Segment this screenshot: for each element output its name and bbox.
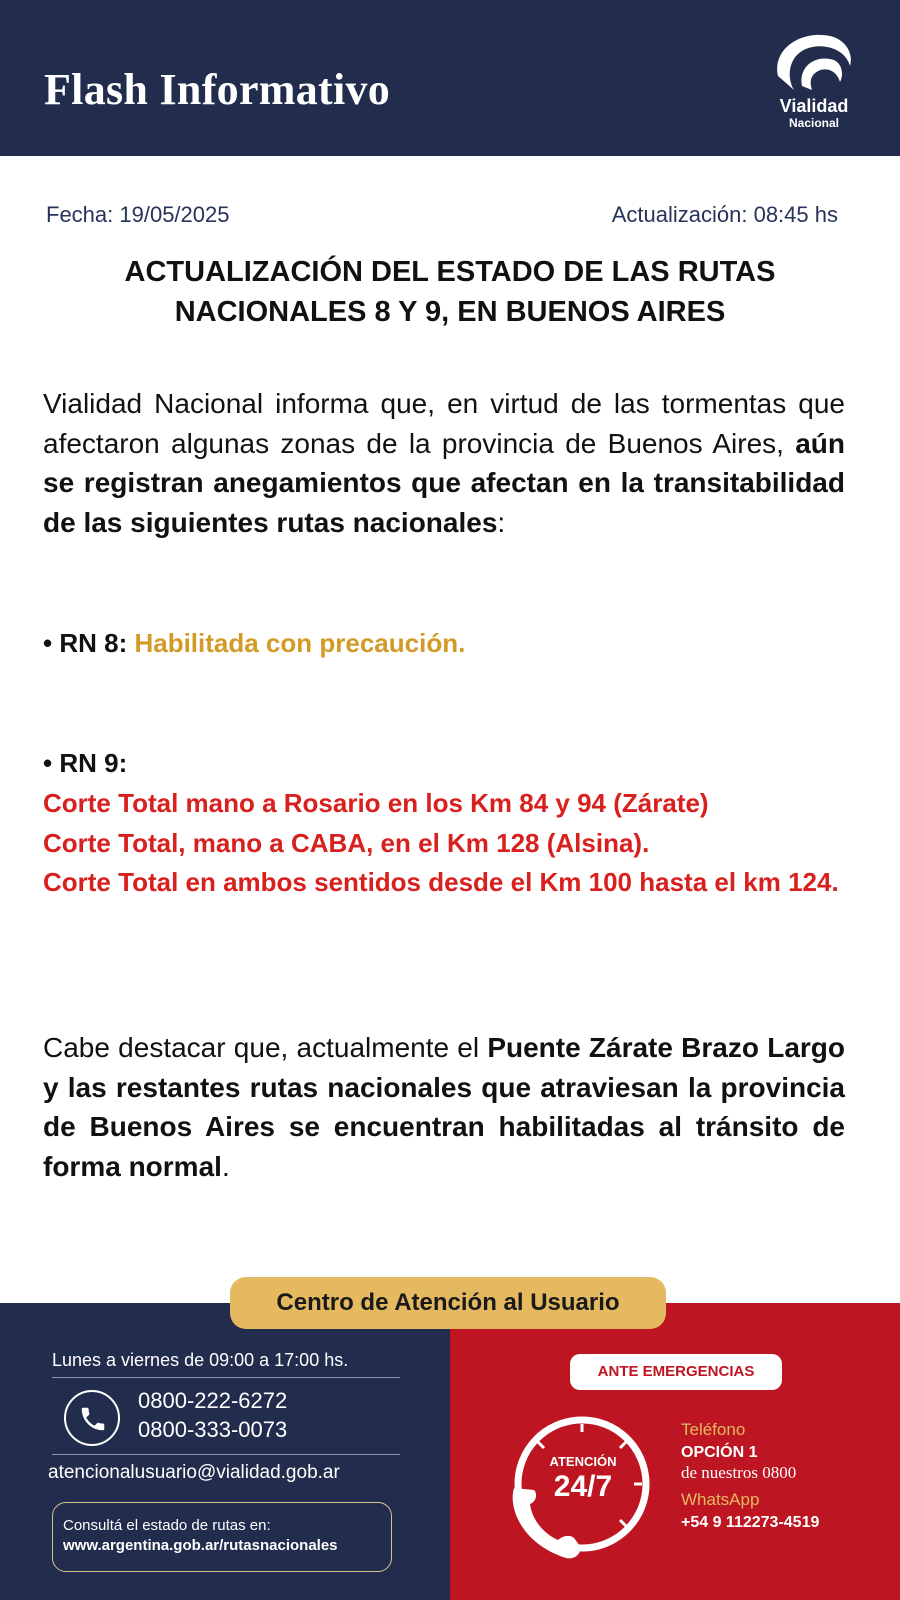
emergency-badge: ANTE EMERGENCIAS [570, 1354, 782, 1390]
whatsapp-label: WhatsApp [681, 1490, 760, 1509]
phone-number-2[interactable]: 0800-333-0073 [138, 1417, 288, 1442]
rn8-label: • RN 8: [43, 628, 135, 658]
office-hours: Lunes a viernes de 09:00 a 17:00 hs. [52, 1350, 349, 1370]
vialidad-logo [764, 26, 864, 136]
headline-line-2: NACIONALES 8 Y 9, EN BUENOS AIRES [174, 296, 726, 328]
consult-routes-box[interactable] [52, 1502, 392, 1572]
phone-number-1[interactable]: 0800-222-6272 [138, 1388, 288, 1413]
clock-label: ATENCIÓN [549, 1454, 617, 1469]
intro-text: Vialidad Nacional informa que, en virtud de las tormentas que afectaron algunas zonas de la provincia de Buenos Aires, [43, 388, 845, 459]
vialidad-swirl-icon [772, 26, 856, 94]
logo-sub: Nacional [788, 116, 839, 130]
intro-end: : [497, 506, 506, 538]
rn9-closures [43, 784, 845, 903]
telephone-option-sub: de nuestros 0800 [681, 1463, 797, 1482]
intro-bold: aún se registran anegamientos que afectan en la transitabilidad de las siguientes rutas nacionales [43, 427, 845, 538]
telephone-label: Teléfono [681, 1420, 746, 1439]
consult-url-link[interactable]: www.argentina.gob.ar/rutasnacionales [63, 1537, 338, 1554]
closing-paragraph [43, 1028, 845, 1186]
footer-title-badge: Centro de Atención al Usuario [230, 1277, 666, 1329]
whatsapp-number[interactable]: +54 9 112273-4519 [681, 1514, 820, 1531]
consult-label: Consultá el estado de rutas en: [63, 1517, 271, 1534]
clock-24-7: 24/7 [553, 1470, 613, 1503]
intro-paragraph [43, 384, 845, 542]
divider [52, 1377, 400, 1378]
header-banner [0, 0, 900, 156]
divider [52, 1454, 400, 1455]
update-time-label: Actualización: 08:45 hs [611, 202, 838, 227]
headline-line-1: ACTUALIZACIÓN DEL ESTADO DE LAS RUTAS [124, 256, 776, 288]
route-rn9-label: • RN 9: [43, 748, 128, 778]
phone-icon [64, 1390, 120, 1446]
closing-text: Cabe destacar que, actualmente el [43, 1032, 488, 1063]
closing-bold: Puente Zárate Brazo Largo y las restantes rutas nacionales que atraviesan la provincia de Buenos Aires se encuentran habilitadas al tránsito de forma normal [43, 1032, 845, 1182]
date-label: Fecha: 19/05/2025 [46, 202, 230, 227]
contact-email[interactable]: atencionalusuario@vialidad.gob.ar [48, 1462, 340, 1483]
closing-end: . [221, 1150, 230, 1182]
rn8-status: Habilitada con precaución. [134, 628, 466, 658]
telephone-option: OPCIÓN 1 [681, 1444, 758, 1461]
route-rn8 [43, 628, 465, 659]
logo-name: Vialidad [779, 96, 849, 116]
headline [60, 252, 840, 332]
closure-item: Corte Total en ambos sentidos desde el Km 100 hasta el km 124. [43, 867, 839, 897]
closure-item: Corte Total, mano a CABA, en el Km 128 (Alsina). [43, 827, 650, 858]
page-title: Flash Informativo [44, 65, 391, 114]
closure-item: Corte Total mano a Rosario en los Km 84 y 94 (Zárate) [43, 788, 709, 818]
